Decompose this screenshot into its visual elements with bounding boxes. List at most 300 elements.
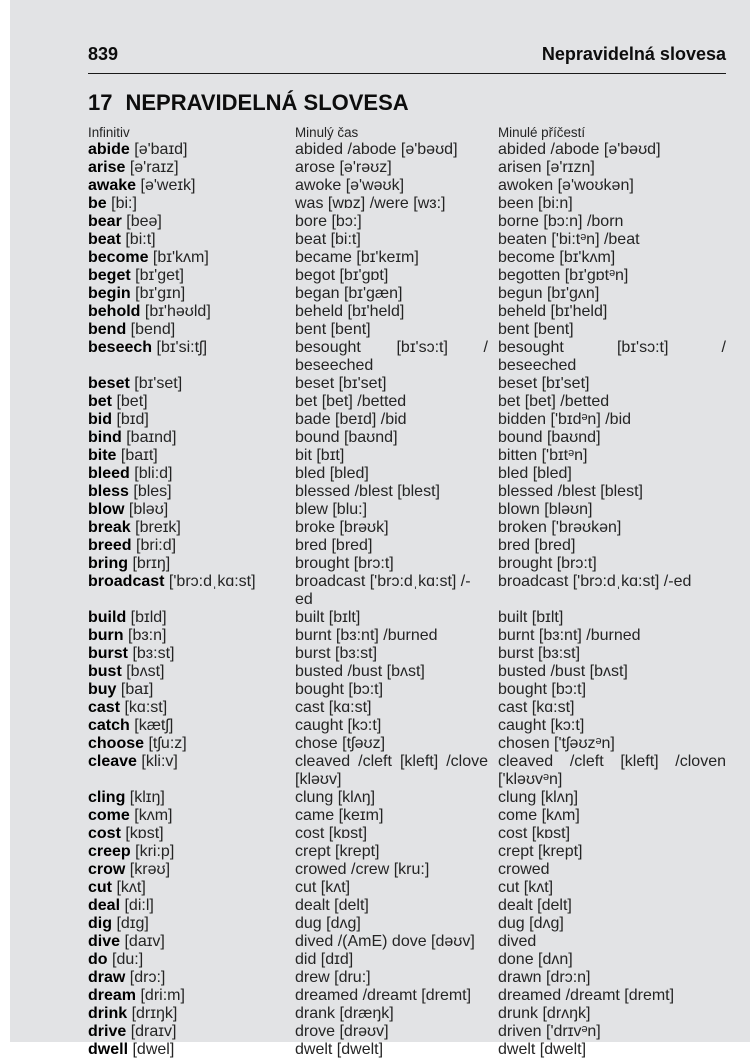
verb-ipa: [kli:v]	[141, 753, 178, 771]
table-row	[88, 429, 726, 447]
past-participle-cell: awoken [ə'woʊkən]	[498, 177, 634, 195]
infinitive-cell	[88, 969, 295, 987]
past-participle-cell: bent [bent]	[498, 321, 574, 339]
verb-ipa: [bɜ:st]	[132, 645, 175, 663]
infinitive-cell	[88, 267, 295, 285]
past-tense-cell: abided /abode [ə'bəʊd]	[295, 141, 458, 159]
verb-ipa: [bɪ'set]	[134, 375, 183, 393]
verb-infinitive: bear	[88, 213, 122, 231]
infinitive-cell	[88, 285, 295, 303]
table-row	[88, 501, 726, 519]
table-row	[88, 627, 726, 645]
infinitive-cell	[88, 141, 295, 159]
table-row	[88, 465, 726, 483]
column-header-past-tense: Minulý čas	[295, 125, 359, 140]
verb-infinitive: bless	[88, 483, 129, 501]
table-row	[88, 1023, 726, 1041]
infinitive-cell	[88, 933, 295, 951]
past-participle-cell: burst [bɜ:st]	[498, 645, 581, 663]
table-row	[88, 141, 726, 159]
past-participle-cell: dived	[498, 933, 537, 951]
past-tense-cell: dived /(AmE) dove [dəʊv]	[295, 933, 475, 951]
past-participle-cell: chosen ['tʃəʊzᵊn]	[498, 735, 615, 753]
past-tense-cell: arose [ə'rəʊz]	[295, 159, 392, 177]
past-tense-cell: drank [dræŋk]	[295, 1005, 394, 1023]
infinitive-cell	[88, 699, 295, 717]
past-participle-cell: beaten ['bi:tᵊn] /beat	[498, 231, 640, 249]
past-tense-cell: drew [dru:]	[295, 969, 371, 987]
table-row	[88, 753, 726, 789]
verb-infinitive: choose	[88, 735, 145, 753]
verb-ipa: [baɪ]	[120, 681, 154, 699]
infinitive-cell	[88, 213, 295, 231]
infinitive-cell	[88, 339, 295, 375]
verb-ipa: [beə]	[126, 213, 162, 231]
past-tense-cell: bore [bɔ:]	[295, 213, 362, 231]
table-row	[88, 159, 726, 177]
past-participle-cell: arisen [ə'rɪzn]	[498, 159, 595, 177]
column-header-past-participle: Minulé příčestí	[498, 125, 586, 140]
verb-infinitive: build	[88, 609, 127, 627]
past-participle-cell: blown [bləʊn]	[498, 501, 593, 519]
past-tense-cell: burst [bɜ:st]	[295, 645, 378, 663]
table-row	[88, 555, 726, 573]
table-row	[88, 897, 726, 915]
verb-ipa: [bɪd]	[116, 411, 149, 429]
column-headers	[88, 124, 726, 141]
past-tense-cell: brought [brɔ:t]	[295, 555, 394, 573]
past-tense-cell: did [dɪd]	[295, 951, 354, 969]
verb-infinitive: bind	[88, 429, 122, 447]
verb-ipa: [dɪg]	[116, 915, 149, 933]
verb-infinitive: come	[88, 807, 130, 825]
past-participle-cell: dug [dʌg]	[498, 915, 564, 933]
past-participle-cell: clung [klʌŋ]	[498, 789, 579, 807]
infinitive-cell	[88, 897, 295, 915]
table-row	[88, 861, 726, 879]
past-tense-cell: blew [blu:]	[295, 501, 368, 519]
table-row	[88, 537, 726, 555]
verb-ipa: [daɪv]	[124, 933, 165, 951]
verb-infinitive: deal	[88, 897, 121, 915]
past-participle-cell: bitten ['bɪtᵊn]	[498, 447, 588, 465]
table-row	[88, 1005, 726, 1023]
table-row	[88, 573, 726, 609]
past-tense-cell: bled [bled]	[295, 465, 369, 483]
verb-infinitive: drink	[88, 1005, 128, 1023]
verb-infinitive: bet	[88, 393, 112, 411]
infinitive-cell	[88, 249, 295, 267]
infinitive-cell	[88, 789, 295, 807]
verb-infinitive: become	[88, 249, 149, 267]
past-tense-cell: cost [kɒst]	[295, 825, 368, 843]
past-tense-cell: bound [baʊnd]	[295, 429, 398, 447]
infinitive-cell	[88, 393, 295, 411]
infinitive-cell	[88, 645, 295, 663]
verb-ipa: [draɪv]	[130, 1023, 177, 1041]
past-tense-cell: begot [bɪ'gɒt]	[295, 267, 389, 285]
past-participle-cell: besought [bɪ'sɔ:t] / beseeched	[498, 339, 726, 375]
infinitive-cell	[88, 429, 295, 447]
table-row	[88, 195, 726, 213]
table-row	[88, 303, 726, 321]
table-row	[88, 807, 726, 825]
infinitive-cell	[88, 1005, 295, 1023]
chapter-number: 17	[88, 90, 113, 115]
table-row	[88, 663, 726, 681]
past-participle-cell: caught [kɔ:t]	[498, 717, 585, 735]
verb-ipa: [bɪ'get]	[135, 267, 184, 285]
past-participle-cell: bled [bled]	[498, 465, 572, 483]
verb-infinitive: bring	[88, 555, 128, 573]
table-row	[88, 339, 726, 375]
verb-infinitive: cleave	[88, 753, 137, 771]
table-row	[88, 393, 726, 411]
table-row	[88, 789, 726, 807]
verb-infinitive: arise	[88, 159, 126, 177]
table-row	[88, 483, 726, 501]
verb-ipa: [breɪk]	[135, 519, 181, 537]
table-row	[88, 969, 726, 987]
infinitive-cell	[88, 375, 295, 393]
infinitive-cell	[88, 681, 295, 699]
table-row	[88, 843, 726, 861]
verb-infinitive: catch	[88, 717, 130, 735]
infinitive-cell	[88, 627, 295, 645]
past-tense-cell: dug [dʌg]	[295, 915, 361, 933]
verb-infinitive: broadcast	[88, 573, 165, 591]
verb-ipa: [bʌst]	[126, 663, 165, 681]
table-row	[88, 951, 726, 969]
chapter-title	[88, 90, 726, 116]
verb-infinitive: dream	[88, 987, 137, 1005]
infinitive-cell	[88, 537, 295, 555]
verb-ipa: [kʌm]	[134, 807, 173, 825]
page-number: 839	[88, 44, 119, 64]
verb-infinitive: beset	[88, 375, 130, 393]
verb-ipa: [bi:]	[111, 195, 137, 213]
infinitive-cell	[88, 519, 295, 537]
verb-ipa: [ə'baɪd]	[134, 141, 188, 159]
past-participle-cell: dreamed /dreamt [dremt]	[498, 987, 675, 1005]
infinitive-cell	[88, 231, 295, 249]
past-tense-cell: busted /bust [bʌst]	[295, 663, 425, 681]
table-row	[88, 735, 726, 753]
verb-ipa: [bles]	[133, 483, 172, 501]
past-participle-cell: cost [kɒst]	[498, 825, 571, 843]
past-participle-cell: drunk [drʌŋk]	[498, 1005, 591, 1023]
table-row	[88, 933, 726, 951]
infinitive-cell	[88, 753, 295, 789]
verb-infinitive: crow	[88, 861, 126, 879]
past-participle-cell: crept [krept]	[498, 843, 583, 861]
past-participle-cell: brought [brɔ:t]	[498, 555, 597, 573]
past-tense-cell: came [keɪm]	[295, 807, 384, 825]
table-row	[88, 285, 726, 303]
infinitive-cell	[88, 465, 295, 483]
verb-infinitive: beseech	[88, 339, 153, 357]
past-participle-cell: become [bɪ'kʌm]	[498, 249, 616, 267]
infinitive-cell	[88, 177, 295, 195]
infinitive-cell	[88, 879, 295, 897]
verb-infinitive: do	[88, 951, 108, 969]
past-participle-cell: been [bi:n]	[498, 195, 573, 213]
verb-ipa: [krəʊ]	[129, 861, 171, 879]
past-participle-cell: borne [bɔ:n] /born	[498, 213, 624, 231]
verb-ipa: [ə'weɪk]	[140, 177, 196, 195]
past-participle-cell: broadcast ['brɔ:dˌkɑ:st] /-ed	[498, 573, 692, 591]
verb-infinitive: breed	[88, 537, 132, 555]
verb-infinitive: awake	[88, 177, 137, 195]
past-tense-cell: crowed /crew [kru:]	[295, 861, 430, 879]
verb-infinitive: cast	[88, 699, 121, 717]
past-tense-cell: dwelt [dwelt]	[295, 1041, 384, 1059]
infinitive-cell	[88, 447, 295, 465]
past-participle-cell: bought [bɔ:t]	[498, 681, 587, 699]
verb-ipa: [kʌt]	[116, 879, 146, 897]
past-participle-cell: cut [kʌt]	[498, 879, 554, 897]
infinitive-cell	[88, 321, 295, 339]
verb-ipa: [bɪ'si:tʃ]	[156, 339, 208, 357]
table-row	[88, 699, 726, 717]
past-tense-cell: dealt [delt]	[295, 897, 369, 915]
verb-infinitive: bend	[88, 321, 127, 339]
infinitive-cell	[88, 483, 295, 501]
verb-ipa: [bend]	[130, 321, 176, 339]
verb-ipa: [bɪld]	[130, 609, 167, 627]
verb-infinitive: dwell	[88, 1041, 129, 1059]
past-tense-cell: bent [bent]	[295, 321, 371, 339]
past-participle-cell: driven ['drɪvᵊn]	[498, 1023, 601, 1041]
past-participle-cell: abided /abode [ə'bəʊd]	[498, 141, 661, 159]
past-tense-cell: caught [kɔ:t]	[295, 717, 382, 735]
table-row	[88, 213, 726, 231]
verb-infinitive: dig	[88, 915, 112, 933]
verb-infinitive: cost	[88, 825, 121, 843]
verb-ipa: [brɪŋ]	[132, 555, 171, 573]
chapter-heading: NEPRAVIDELNÁ SLOVESA	[125, 90, 409, 115]
verb-ipa: [ə'raɪz]	[129, 159, 179, 177]
past-tense-cell: was [wɒz] /were [wɜ:]	[295, 195, 446, 213]
verb-infinitive: blow	[88, 501, 125, 519]
column-header-infinitive: Infinitiv	[88, 125, 130, 140]
verb-ipa: [klɪŋ]	[129, 789, 165, 807]
verb-ipa: [bɪ'kʌm]	[152, 249, 209, 267]
verb-infinitive: beget	[88, 267, 131, 285]
past-participle-cell: burnt [bɜ:nt] /burned	[498, 627, 641, 645]
infinitive-cell	[88, 915, 295, 933]
infinitive-cell	[88, 663, 295, 681]
past-tense-cell: bit [bɪt]	[295, 447, 345, 465]
past-participle-cell: blessed /blest [blest]	[498, 483, 643, 501]
verb-infinitive: bleed	[88, 465, 130, 483]
past-participle-cell: broken ['brəʊkən]	[498, 519, 622, 537]
verb-ipa: [drɔ:]	[129, 969, 166, 987]
infinitive-cell	[88, 609, 295, 627]
past-tense-cell: began [bɪ'gæn]	[295, 285, 403, 303]
verb-infinitive: abide	[88, 141, 130, 159]
verb-infinitive: creep	[88, 843, 131, 861]
verb-ipa: [bləʊ]	[128, 501, 169, 519]
table-row	[88, 987, 726, 1005]
verb-infinitive: bite	[88, 447, 117, 465]
past-tense-cell: cast [kɑ:st]	[295, 699, 372, 717]
past-tense-cell: built [bɪlt]	[295, 609, 361, 627]
past-tense-cell: bred [bred]	[295, 537, 373, 555]
infinitive-cell	[88, 717, 295, 735]
table-row	[88, 519, 726, 537]
verb-ipa: [dri:m]	[140, 987, 185, 1005]
infinitive-cell	[88, 861, 295, 879]
verb-ipa: [bet]	[116, 393, 148, 411]
past-tense-cell: beheld [bɪ'held]	[295, 303, 405, 321]
infinitive-cell	[88, 1041, 295, 1059]
past-participle-cell: cleaved /cleft [kleft] /cloven ['kləʊvᵊn]	[498, 753, 726, 789]
verb-infinitive: buy	[88, 681, 117, 699]
verb-ipa: [baɪt]	[120, 447, 158, 465]
infinitive-cell	[88, 843, 295, 861]
past-tense-cell: crept [krept]	[295, 843, 380, 861]
table-row	[88, 879, 726, 897]
infinitive-cell	[88, 195, 295, 213]
past-participle-cell: begun [bɪ'gʌn]	[498, 285, 600, 303]
verb-infinitive: bust	[88, 663, 122, 681]
verb-infinitive: drive	[88, 1023, 127, 1041]
verb-ipa: [tʃu:z]	[148, 735, 187, 753]
verb-infinitive: burn	[88, 627, 124, 645]
past-participle-cell: beset [bɪ'set]	[498, 375, 590, 393]
verb-infinitive: be	[88, 195, 107, 213]
past-participle-cell: beheld [bɪ'held]	[498, 303, 608, 321]
past-participle-cell: dealt [delt]	[498, 897, 572, 915]
past-participle-cell: crowed	[498, 861, 550, 879]
verb-infinitive: dive	[88, 933, 121, 951]
past-tense-cell: dreamed /dreamt [dremt]	[295, 987, 472, 1005]
verb-ipa: [bɪ'həʊld]	[144, 303, 211, 321]
past-tense-cell: chose [tʃəʊz]	[295, 735, 386, 753]
verb-ipa: [baɪnd]	[126, 429, 177, 447]
past-participle-cell: bidden ['bɪdᵊn] /bid	[498, 411, 632, 429]
table-row	[88, 177, 726, 195]
verb-ipa: [dwel]	[132, 1041, 175, 1059]
infinitive-cell	[88, 735, 295, 753]
table-row	[88, 321, 726, 339]
verb-ipa: [bri:d]	[136, 537, 177, 555]
table-row	[88, 717, 726, 735]
past-tense-cell: besought [bɪ'sɔ:t] / beseeched	[295, 339, 488, 375]
verb-ipa: [bɪ'gɪn]	[135, 285, 186, 303]
page-header	[88, 44, 726, 64]
past-participle-cell: busted /bust [bʌst]	[498, 663, 628, 681]
verb-infinitive: draw	[88, 969, 126, 987]
verb-ipa: [drɪŋk]	[131, 1005, 178, 1023]
past-participle-cell: dwelt [dwelt]	[498, 1041, 587, 1059]
verb-infinitive: cling	[88, 789, 126, 807]
table-row	[88, 249, 726, 267]
past-tense-cell: clung [klʌŋ]	[295, 789, 376, 807]
table-row	[88, 447, 726, 465]
infinitive-cell	[88, 807, 295, 825]
past-participle-cell: drawn [drɔ:n]	[498, 969, 591, 987]
verb-infinitive: begin	[88, 285, 131, 303]
table-row	[88, 645, 726, 663]
verb-table	[88, 141, 726, 1059]
past-tense-cell: broke [brəʊk]	[295, 519, 389, 537]
past-tense-cell: blessed /blest [blest]	[295, 483, 440, 501]
infinitive-cell	[88, 555, 295, 573]
verb-ipa: [bi:t]	[125, 231, 156, 249]
past-participle-cell: done [dʌn]	[498, 951, 573, 969]
past-tense-cell: drove [drəʊv]	[295, 1023, 389, 1041]
verb-ipa: [bli:d]	[134, 465, 173, 483]
past-tense-cell: bet [bet] /betted	[295, 393, 407, 411]
infinitive-cell	[88, 573, 295, 609]
infinitive-cell	[88, 951, 295, 969]
verb-infinitive: cut	[88, 879, 112, 897]
table-row	[88, 609, 726, 627]
table-row	[88, 1041, 726, 1059]
past-participle-cell: come [kʌm]	[498, 807, 580, 825]
verb-ipa: [kɒst]	[125, 825, 164, 843]
infinitive-cell	[88, 825, 295, 843]
table-row	[88, 825, 726, 843]
verb-infinitive: beat	[88, 231, 121, 249]
infinitive-cell	[88, 1023, 295, 1041]
past-participle-cell: built [bɪlt]	[498, 609, 564, 627]
verb-infinitive: break	[88, 519, 131, 537]
running-head: Nepravidelná slovesa	[541, 44, 726, 64]
past-participle-cell: cast [kɑ:st]	[498, 699, 575, 717]
table-row	[88, 681, 726, 699]
past-tense-cell: cut [kʌt]	[295, 879, 351, 897]
table-row	[88, 411, 726, 429]
past-tense-cell: bade [beɪd] /bid	[295, 411, 407, 429]
past-participle-cell: begotten [bɪ'gɒtᵊn]	[498, 267, 629, 285]
verb-ipa: [du:]	[112, 951, 144, 969]
infinitive-cell	[88, 411, 295, 429]
past-participle-cell: bet [bet] /betted	[498, 393, 610, 411]
verb-ipa: [bɜ:n]	[128, 627, 167, 645]
past-participle-cell: bound [baʊnd]	[498, 429, 601, 447]
past-tense-cell: cleaved /cleft [kleft] /clove [kləʊv]	[295, 753, 488, 789]
past-tense-cell: beat [bi:t]	[295, 231, 361, 249]
past-participle-cell: bred [bred]	[498, 537, 576, 555]
verb-ipa: [di:l]	[124, 897, 154, 915]
infinitive-cell	[88, 501, 295, 519]
past-tense-cell: became [bɪ'keɪm]	[295, 249, 419, 267]
past-tense-cell: bought [bɔ:t]	[295, 681, 384, 699]
table-row	[88, 267, 726, 285]
verb-infinitive: behold	[88, 303, 141, 321]
past-tense-cell: broadcast ['brɔ:dˌkɑ:st] /-ed	[295, 573, 471, 609]
past-tense-cell: beset [bɪ'set]	[295, 375, 387, 393]
table-row	[88, 915, 726, 933]
table-row	[88, 231, 726, 249]
past-tense-cell: burnt [bɜ:nt] /burned	[295, 627, 438, 645]
header-rule	[88, 73, 726, 74]
verb-infinitive: bid	[88, 411, 112, 429]
infinitive-cell	[88, 987, 295, 1005]
verb-ipa: [kɑ:st]	[124, 699, 168, 717]
verb-ipa: [kri:p]	[135, 843, 175, 861]
infinitive-cell	[88, 159, 295, 177]
infinitive-cell	[88, 303, 295, 321]
verb-infinitive: burst	[88, 645, 128, 663]
table-row	[88, 375, 726, 393]
verb-ipa: [kætʃ]	[134, 717, 174, 735]
past-tense-cell: awoke [ə'wəʊk]	[295, 177, 405, 195]
dictionary-page	[10, 0, 750, 1059]
